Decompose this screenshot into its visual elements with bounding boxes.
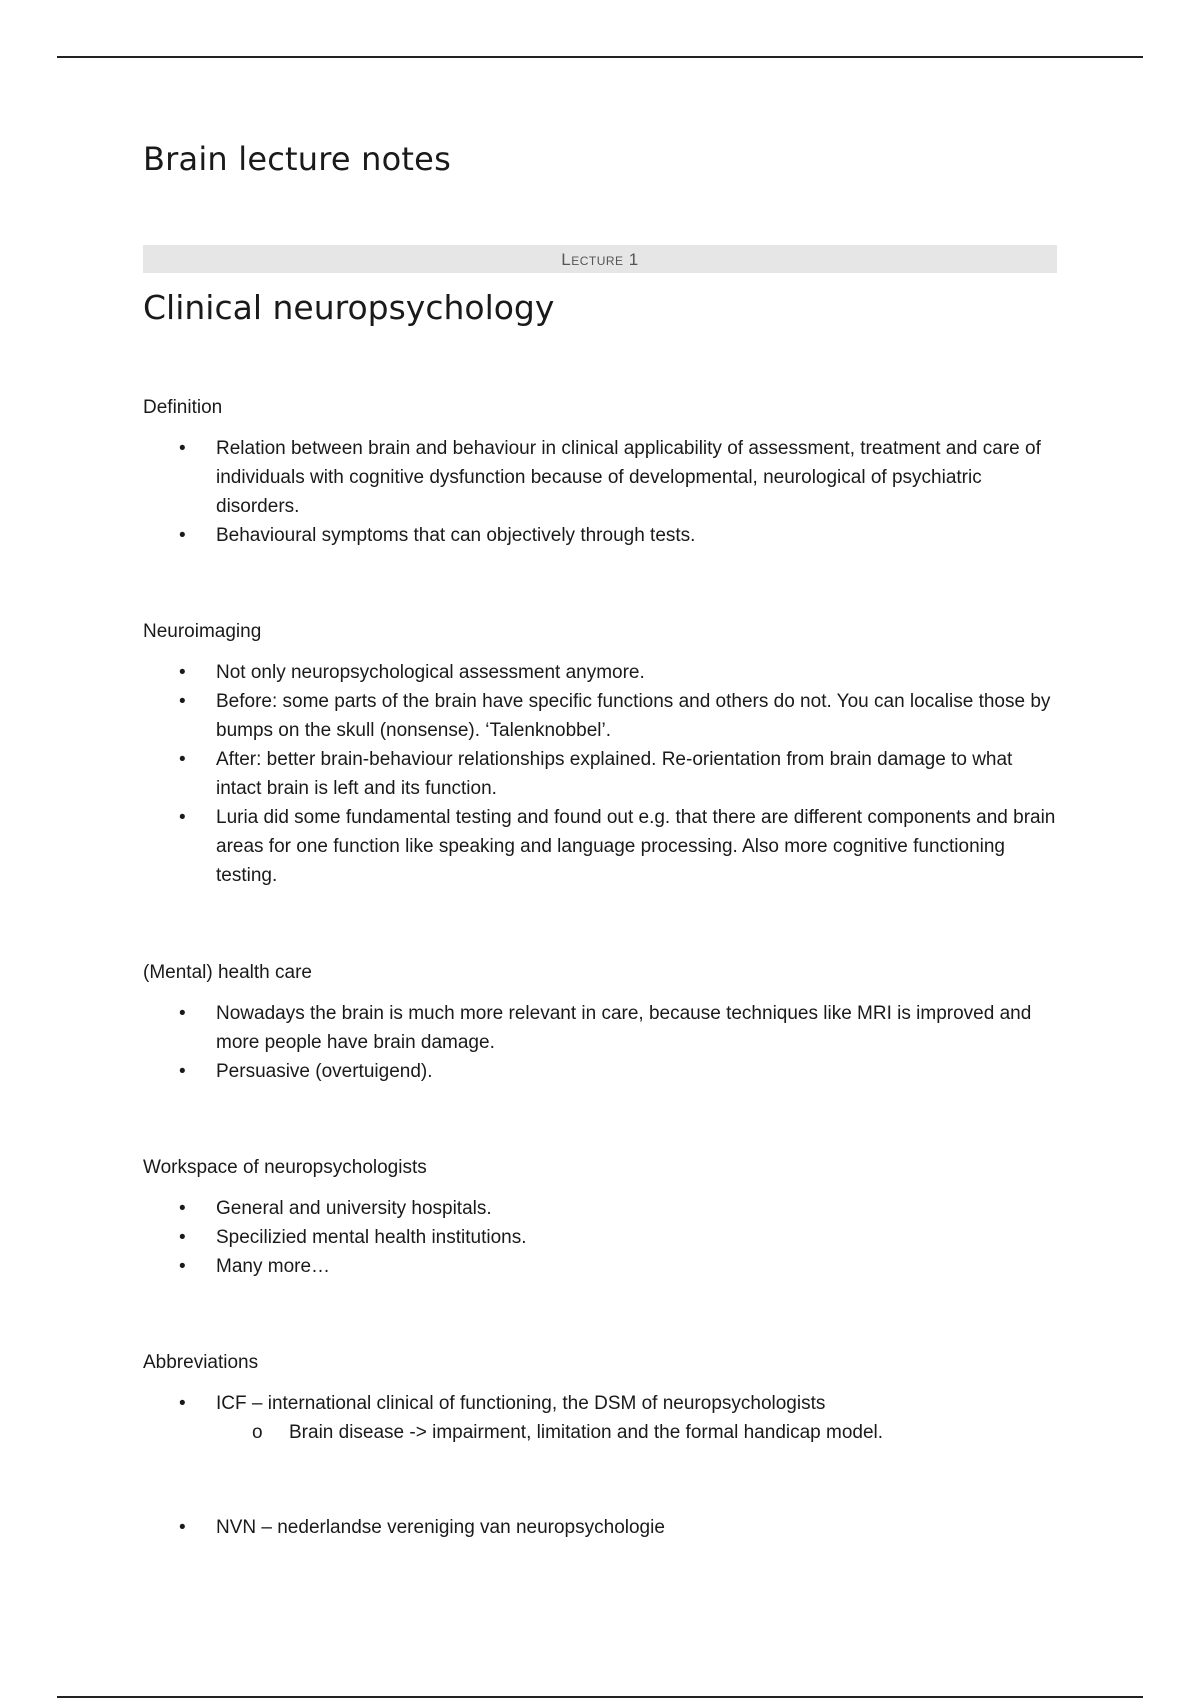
bullet-icon: • xyxy=(179,1517,186,1538)
bullet-icon: • xyxy=(179,1198,186,1219)
document-title: Brain lecture notes xyxy=(143,140,451,178)
list-item: • ICF – international clinical of functioning, the DSM of neuropsychologists o Brain disease -> impairment, limitation and the formal handicap model. xyxy=(143,1389,1057,1447)
abbreviations-sub-list xyxy=(216,1418,1057,1447)
health-care-heading: (Mental) health care xyxy=(143,962,312,983)
list-item: • Luria did some fundamental testing and found out e.g. that there are different components and brain areas for one function like speaking and language processing. Also more cognitive functioning testing. xyxy=(143,803,1057,890)
neuroimaging-list xyxy=(143,658,1057,890)
definition-heading: Definition xyxy=(143,397,223,418)
bullet-icon: • xyxy=(179,1227,186,1248)
abbreviations-heading: Abbreviations xyxy=(143,1352,259,1373)
workspace-heading: Workspace of neuropsychologists xyxy=(143,1157,427,1178)
sub-list-item: o Brain disease -> impairment, limitation and the formal handicap model. xyxy=(216,1418,1057,1447)
list-item: • General and university hospitals. xyxy=(143,1194,1057,1223)
page-top-rule xyxy=(57,56,1143,58)
definition-list xyxy=(143,434,1057,550)
bullet-icon: • xyxy=(179,1393,186,1414)
section-title: Clinical neuropsychology xyxy=(143,288,555,327)
lecture-label: Lecture 1 xyxy=(561,250,639,269)
neuroimaging-heading: Neuroimaging xyxy=(143,621,262,642)
list-item: • NVN – nederlandse vereniging van neuropsychologie xyxy=(143,1513,1057,1542)
abbreviations-section xyxy=(143,1349,1057,1542)
list-item: • Many more… xyxy=(143,1252,1057,1281)
bullet-icon: • xyxy=(179,1256,186,1277)
bullet-icon: • xyxy=(179,1003,186,1024)
workspace-list xyxy=(143,1194,1057,1281)
sub-bullet-icon: o xyxy=(252,1422,263,1443)
workspace-section xyxy=(143,1154,1057,1281)
bullet-icon: • xyxy=(179,525,186,546)
list-item: • Nowadays the brain is much more relevant in care, because techniques like MRI is improved and more people have brain damage. xyxy=(143,999,1057,1057)
list-item: • Relation between brain and behaviour in clinical applicability of assessment, treatment and care of individuals with cognitive dysfunction because of developmental, neurological of psychiatric disorders. xyxy=(143,434,1057,521)
page-bottom-rule xyxy=(57,1696,1143,1698)
list-item: • Behavioural symptoms that can objectively through tests. xyxy=(143,521,1057,550)
list-item: • Persuasive (overtuigend). xyxy=(143,1057,1057,1086)
bullet-icon: • xyxy=(179,749,186,770)
health-care-section xyxy=(143,959,1057,1086)
bullet-icon: • xyxy=(179,1061,186,1082)
list-item: • After: better brain-behaviour relationships explained. Re-orientation from brain damage to what intact brain is left and its function. xyxy=(143,745,1057,803)
abbreviations-list xyxy=(143,1389,1057,1542)
health-care-list xyxy=(143,999,1057,1086)
list-item: • Specilizied mental health institutions. xyxy=(143,1223,1057,1252)
bullet-icon: • xyxy=(179,807,186,828)
list-item: • Not only neuropsychological assessment anymore. xyxy=(143,658,1057,687)
neuroimaging-section xyxy=(143,618,1057,890)
definition-section xyxy=(143,394,1057,550)
bullet-icon: • xyxy=(179,662,186,683)
bullet-icon: • xyxy=(179,691,186,712)
list-item: • Before: some parts of the brain have specific functions and others do not. You can localise those by bumps on the skull (nonsense). ‘Talenknobbel’. xyxy=(143,687,1057,745)
lecture-label-bar xyxy=(143,245,1057,273)
bullet-icon: • xyxy=(179,438,186,459)
